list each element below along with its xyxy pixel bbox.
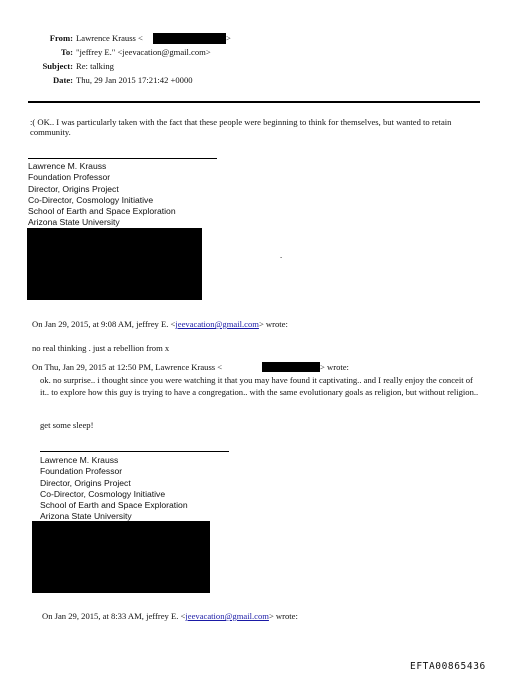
signature-line: Co-Director, Cosmology Initiative xyxy=(28,194,154,205)
signature-line: Director, Origins Project xyxy=(28,183,119,194)
signature-block xyxy=(40,455,188,523)
redaction-block xyxy=(32,521,210,593)
document-id: EFTA00865436 xyxy=(410,661,486,672)
email-header xyxy=(0,0,512,90)
signature-block xyxy=(28,161,176,229)
stray-mark: . xyxy=(280,250,283,260)
to-row xyxy=(0,47,211,57)
redaction-block xyxy=(27,228,202,300)
from-value: Lawrence Krauss < xyxy=(76,33,143,43)
quote-intro xyxy=(32,319,288,329)
quote-intro xyxy=(42,611,298,621)
from-label: From: xyxy=(49,33,73,43)
to-value: "jeffrey E." <jeevacation@gmail.com> xyxy=(76,47,211,57)
quote-message: ok. no surprise.. i thought since you were watching it that you may have found it captivating.. and I really enjoy the conceit of it.. to explore how this guy is trying to have a congregation.. with the same evolutionary goals as religion, but without religion.. xyxy=(40,375,479,397)
signature-divider xyxy=(40,451,229,452)
signature-divider xyxy=(28,158,217,159)
quote-intro-suffix: > wrote: xyxy=(320,362,349,372)
email-link[interactable]: jeevacation@gmail.com xyxy=(185,611,269,621)
signature-line: School of Earth and Space Exploration xyxy=(40,500,188,511)
from-close-bracket: > xyxy=(226,33,231,43)
signature-line: Director, Origins Project xyxy=(40,477,131,488)
quote-intro-prefix: On Jan 29, 2015, at 8:33 AM, jeffrey E. < xyxy=(42,611,186,621)
quote-intro-prefix: On Jan 29, 2015, at 9:08 AM, jeffrey E. < xyxy=(32,319,176,329)
date-label: Date: xyxy=(52,75,73,85)
redaction-from-email xyxy=(153,33,226,44)
quote-intro-suffix: > wrote: xyxy=(268,611,298,621)
signature-line: Lawrence M. Krauss xyxy=(28,161,107,171)
subject-label: Subject: xyxy=(42,61,73,71)
signature-line: Co-Director, Cosmology Initiative xyxy=(40,488,166,499)
redaction-email xyxy=(262,362,320,372)
quote-intro-suffix: > wrote: xyxy=(258,319,288,329)
subject-value: Re: talking xyxy=(76,61,114,71)
from-row xyxy=(0,33,143,43)
signature-line: Foundation Professor xyxy=(40,466,123,477)
signature-line: Arizona State University xyxy=(40,511,132,522)
signature-line: School of Earth and Space Exploration xyxy=(28,206,176,217)
signature-line: Lawrence M. Krauss xyxy=(40,455,119,465)
date-value: Thu, 29 Jan 2015 17:21:42 +0000 xyxy=(76,75,193,85)
quote-intro-prefix: On Thu, Jan 29, 2015 at 12:50 PM, Lawrence Krauss < xyxy=(32,362,223,372)
quote-message: no real thinking . just a rebellion from x xyxy=(32,343,170,353)
to-label: To: xyxy=(60,47,73,57)
signature-line: Arizona State University xyxy=(28,217,120,228)
subject-row xyxy=(0,61,114,71)
message-body: :( OK.. I was particularly taken with the fact that these people were beginning to think for themselves, but wanted to retain community. xyxy=(30,117,452,137)
date-row xyxy=(0,75,193,85)
signature-line: Foundation Professor xyxy=(28,172,111,183)
header-divider xyxy=(28,101,480,103)
quote-closing: get some sleep! xyxy=(40,420,94,430)
email-link[interactable]: jeevacation@gmail.com xyxy=(175,319,259,329)
